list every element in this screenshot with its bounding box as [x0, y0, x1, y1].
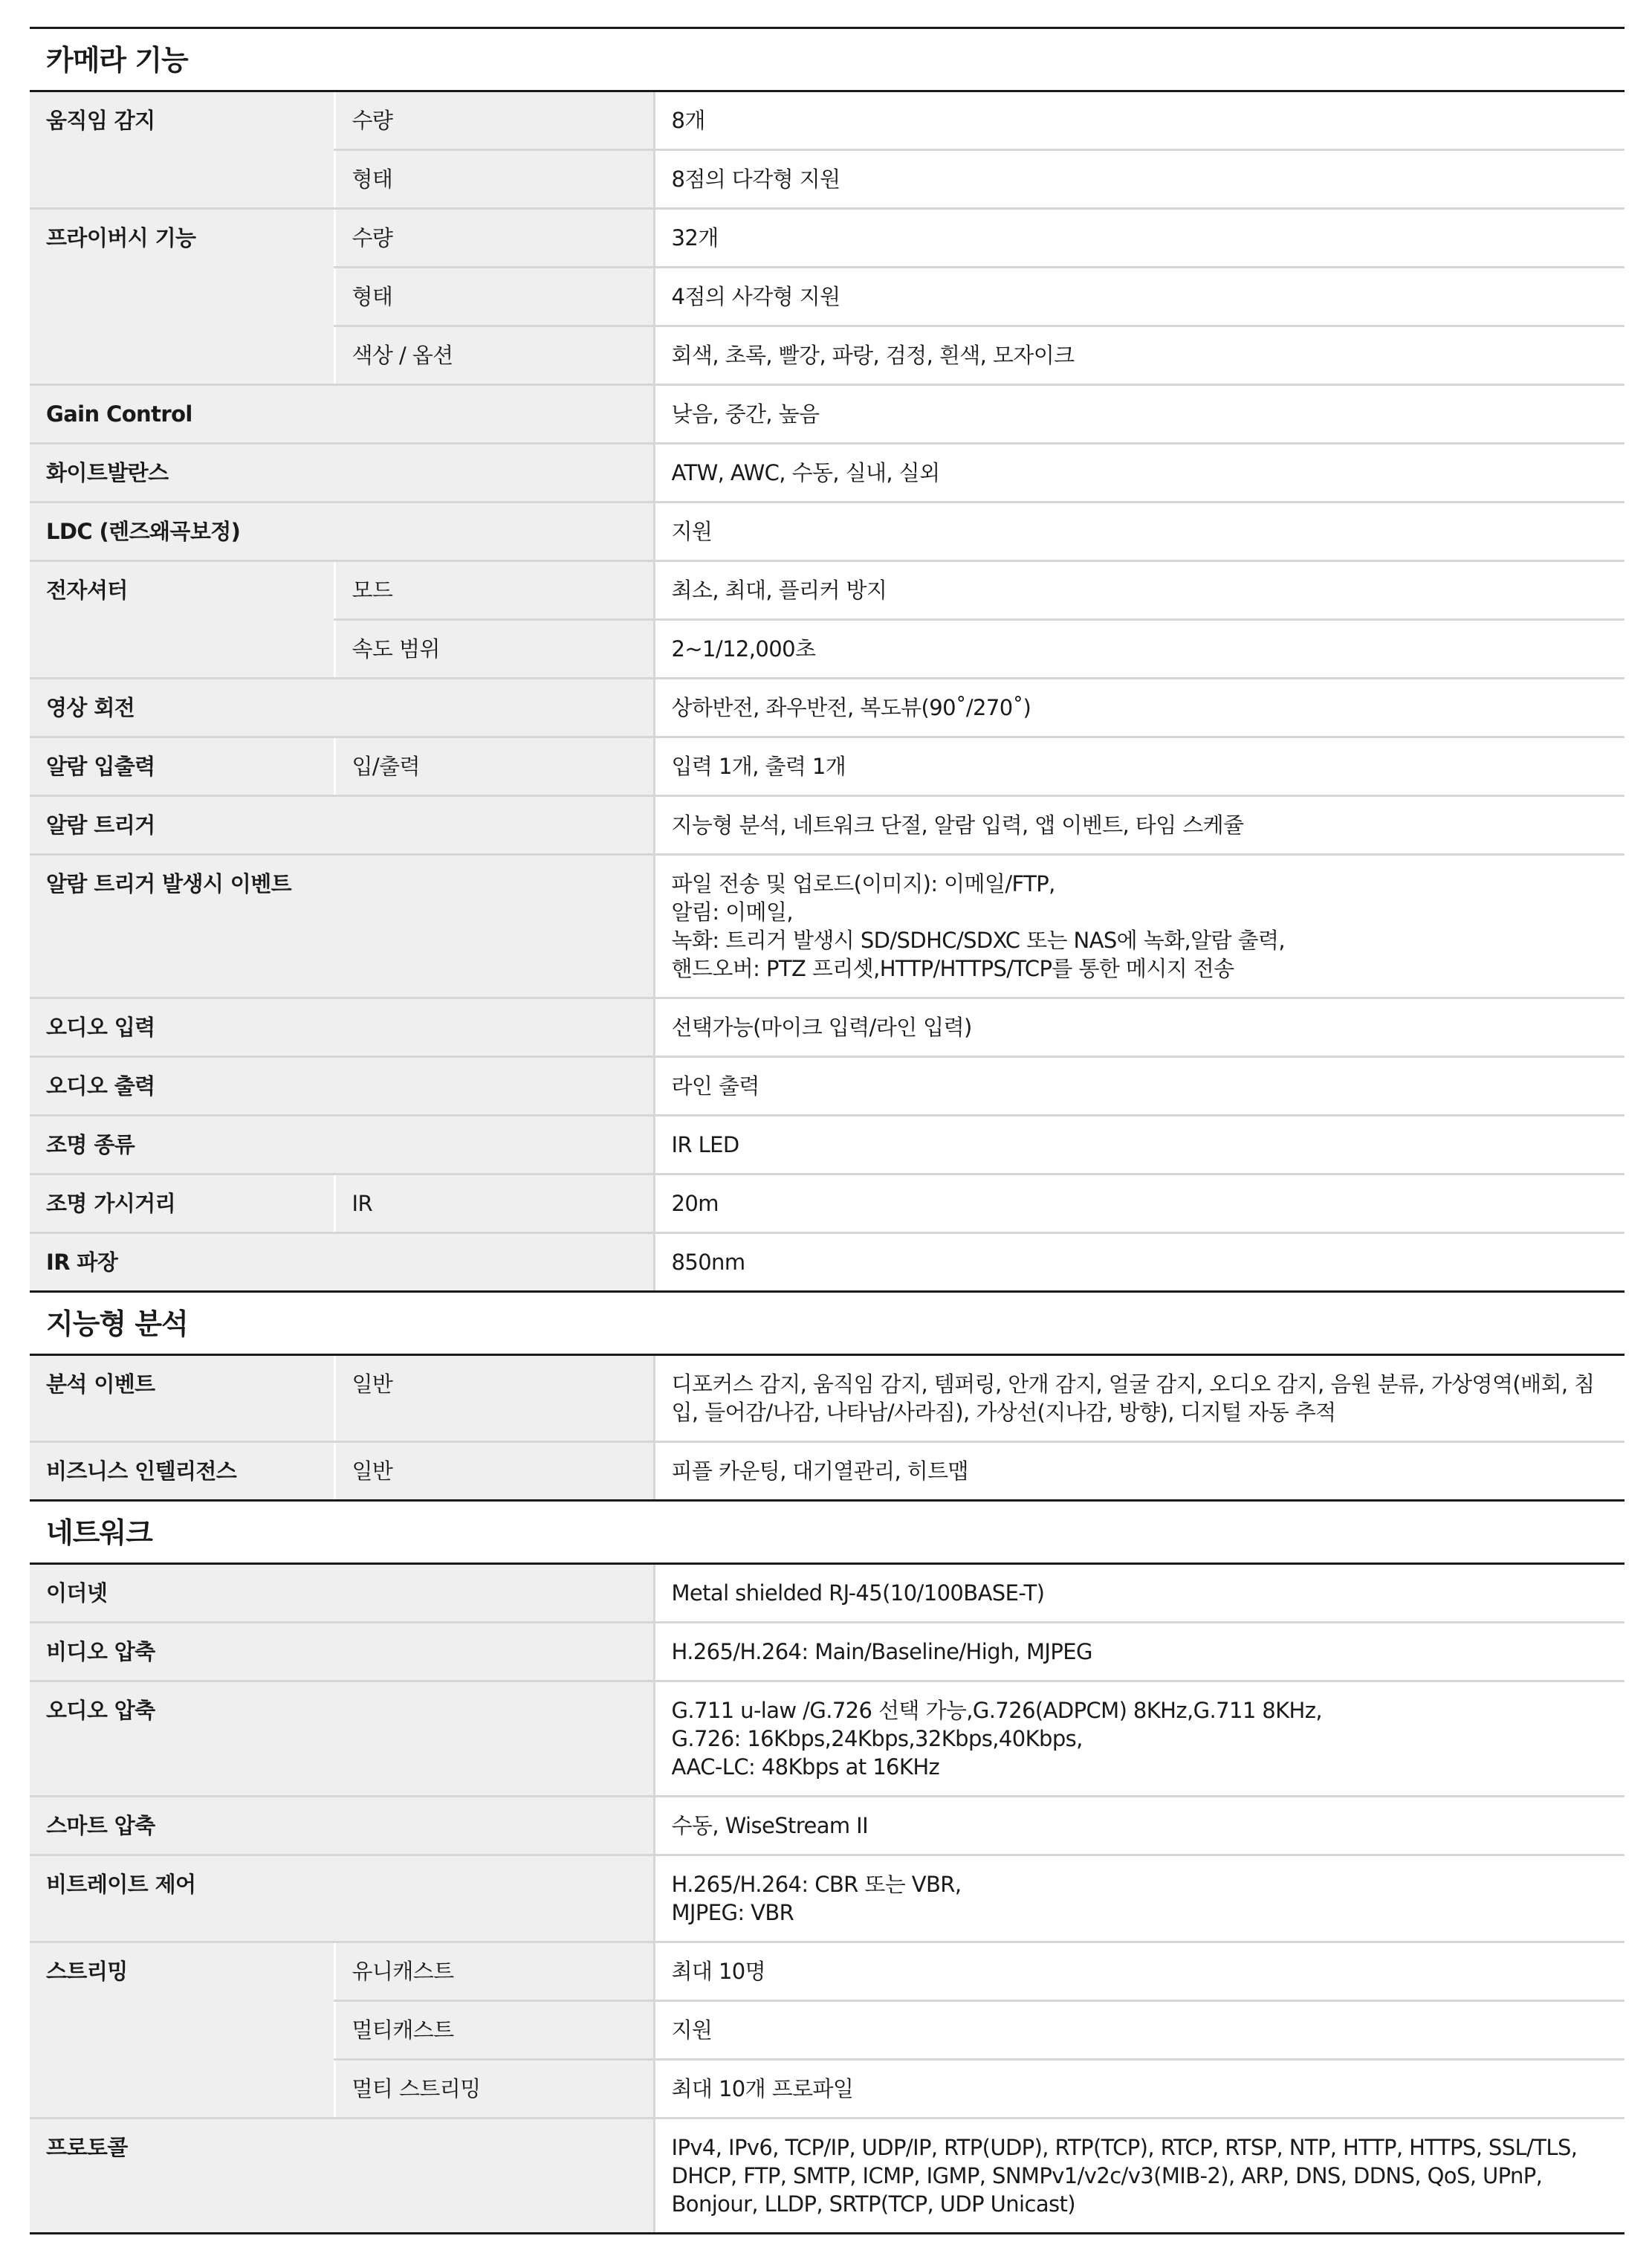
spec-sublabel: 유니캐스트	[334, 1942, 654, 2001]
section-title: 카메라 기능	[30, 27, 1625, 92]
spec-value: 지능형 분석, 네트워크 단절, 알람 입력, 앱 이벤트, 타임 스케쥴	[654, 796, 1625, 855]
spec-label: 프로토콜	[30, 2119, 654, 2233]
spec-label: 알람 입출력	[30, 737, 334, 796]
spec-value: 지원	[654, 2001, 1625, 2060]
spec-table	[30, 92, 1625, 1290]
spec-value: 최소, 최대, 플리커 방지	[654, 561, 1625, 620]
spec-row	[30, 385, 1625, 444]
spec-label: 비즈니스 인텔리전스	[30, 1442, 334, 1500]
spec-value: 상하반전, 좌우반전, 복도뷰(90˚/270˚)	[654, 679, 1625, 737]
spec-row	[30, 1855, 1625, 1942]
spec-value: 라인 출력	[654, 1057, 1625, 1116]
spec-label: 오디오 출력	[30, 1057, 654, 1116]
spec-row	[30, 1057, 1625, 1116]
spec-sublabel: IR	[334, 1174, 654, 1233]
spec-value: 20m	[654, 1174, 1625, 1233]
spec-value: H.265/H.264: CBR 또는 VBR, MJPEG: VBR	[654, 1855, 1625, 1942]
spec-row	[30, 1174, 1625, 1233]
spec-sublabel: 멀티캐스트	[334, 2001, 654, 2060]
spec-row	[30, 679, 1625, 737]
spec-label: 알람 트리거 발생시 이벤트	[30, 855, 654, 998]
spec-value: 최대 10개 프로파일	[654, 2060, 1625, 2119]
spec-value: ATW, AWC, 수동, 실내, 실외	[654, 444, 1625, 502]
spec-row	[30, 1942, 1625, 2001]
spec-row	[30, 1623, 1625, 1681]
spec-label: 프라이버시 기능	[30, 209, 334, 385]
spec-row	[30, 1565, 1625, 1623]
spec-sublabel: 수량	[334, 92, 654, 150]
spec-value: 입력 1개, 출력 1개	[654, 737, 1625, 796]
spec-value: Metal shielded RJ-45(10/100BASE-T)	[654, 1565, 1625, 1623]
spec-value: 8개	[654, 92, 1625, 150]
section-title: 네트워크	[30, 1499, 1625, 1565]
spec-sublabel: 입/출력	[334, 737, 654, 796]
spec-label: 움직임 감지	[30, 92, 334, 209]
spec-sublabel: 멀티 스트리밍	[334, 2060, 654, 2119]
spec-value: 4점의 사각형 지원	[654, 268, 1625, 326]
spec-label: 화이트발란스	[30, 444, 654, 502]
spec-sublabel: 일반	[334, 1356, 654, 1442]
spec-label: 조명 종류	[30, 1116, 654, 1174]
spec-row	[30, 1356, 1625, 1442]
spec-row	[30, 561, 1625, 620]
spec-sublabel: 형태	[334, 150, 654, 209]
spec-row	[30, 1116, 1625, 1174]
spec-label: 오디오 압축	[30, 1681, 654, 1797]
spec-label: IR 파장	[30, 1233, 654, 1291]
spec-row	[30, 998, 1625, 1057]
section-title: 지능형 분석	[30, 1290, 1625, 1356]
spec-label: 전자셔터	[30, 561, 334, 679]
spec-label: 비디오 압축	[30, 1623, 654, 1681]
document-end-rule	[30, 2232, 1625, 2234]
spec-row	[30, 796, 1625, 855]
spec-label: LDC (렌즈왜곡보정)	[30, 502, 654, 561]
spec-value: IPv4, IPv6, TCP/IP, UDP/IP, RTP(UDP), RTP(TCP), RTCP, RTSP, NTP, HTTP, HTTPS, SSL/TLS, DHCP, FTP, SMTP, ICMP, IGMP, SNMPv1/v2c/v3(MIB-2), ARP, DNS, DDNS, QoS, UPnP, Bonjour, LLDP, SRTP(TCP, UDP Unicast)	[654, 2119, 1625, 2233]
spec-value: 지원	[654, 502, 1625, 561]
spec-value: 850nm	[654, 1233, 1625, 1291]
spec-row	[30, 1442, 1625, 1500]
spec-label: 이더넷	[30, 1565, 654, 1623]
spec-sublabel: 색상 / 옵션	[334, 326, 654, 385]
spec-sublabel: 일반	[334, 1442, 654, 1500]
spec-label: 스마트 압축	[30, 1797, 654, 1855]
spec-table	[30, 1356, 1625, 1499]
spec-value: 디포커스 감지, 움직임 감지, 템퍼링, 안개 감지, 얼굴 감지, 오디오 감지, 음원 분류, 가상영역(배회, 침입, 들어감/나감, 나타남/사라짐), 가상선(지나감, 방향), 디지털 자동 추적	[654, 1356, 1625, 1442]
spec-value: G.711 u-law /G.726 선택 가능,G.726(ADPCM) 8KHz,G.711 8KHz, G.726: 16Kbps,24Kbps,32Kbps,40Kbps, AAC-LC: 48Kbps at 16KHz	[654, 1681, 1625, 1797]
spec-table	[30, 1565, 1625, 2232]
spec-row	[30, 1681, 1625, 1797]
spec-label: 영상 회전	[30, 679, 654, 737]
spec-label: 분석 이벤트	[30, 1356, 334, 1442]
spec-sublabel: 모드	[334, 561, 654, 620]
spec-value: IR LED	[654, 1116, 1625, 1174]
spec-sublabel: 형태	[334, 268, 654, 326]
spec-label: 오디오 입력	[30, 998, 654, 1057]
spec-row	[30, 1233, 1625, 1291]
spec-value: 선택가능(마이크 입력/라인 입력)	[654, 998, 1625, 1057]
spec-sublabel: 수량	[334, 209, 654, 268]
spec-row	[30, 855, 1625, 998]
spec-value: 파일 전송 및 업로드(이미지): 이메일/FTP, 알림: 이메일, 녹화: 트리거 발생시 SD/SDHC/SDXC 또는 NAS에 녹화,알람 출력, 핸드오버: PTZ 프리셋,HTTP/HTTPS/TCP를 통한 메시지 전송	[654, 855, 1625, 998]
spec-value: 수동, WiseStream II	[654, 1797, 1625, 1855]
spec-row	[30, 502, 1625, 561]
spec-document	[30, 27, 1625, 2234]
spec-label: 스트리밍	[30, 1942, 334, 2119]
spec-value: 2~1/12,000초	[654, 620, 1625, 679]
spec-label: Gain Control	[30, 385, 654, 444]
spec-label: 조명 가시거리	[30, 1174, 334, 1233]
spec-value: 회색, 초록, 빨강, 파랑, 검정, 흰색, 모자이크	[654, 326, 1625, 385]
spec-label: 알람 트리거	[30, 796, 654, 855]
spec-row	[30, 92, 1625, 150]
spec-row	[30, 444, 1625, 502]
spec-value: 최대 10명	[654, 1942, 1625, 2001]
spec-row	[30, 737, 1625, 796]
spec-value: 32개	[654, 209, 1625, 268]
spec-value: H.265/H.264: Main/Baseline/High, MJPEG	[654, 1623, 1625, 1681]
spec-value: 낮음, 중간, 높음	[654, 385, 1625, 444]
spec-row	[30, 209, 1625, 268]
spec-row	[30, 2119, 1625, 2233]
spec-label: 비트레이트 제어	[30, 1855, 654, 1942]
spec-value: 8점의 다각형 지원	[654, 150, 1625, 209]
spec-row	[30, 1797, 1625, 1855]
spec-value: 피플 카운팅, 대기열관리, 히트맵	[654, 1442, 1625, 1500]
spec-sublabel: 속도 범위	[334, 620, 654, 679]
